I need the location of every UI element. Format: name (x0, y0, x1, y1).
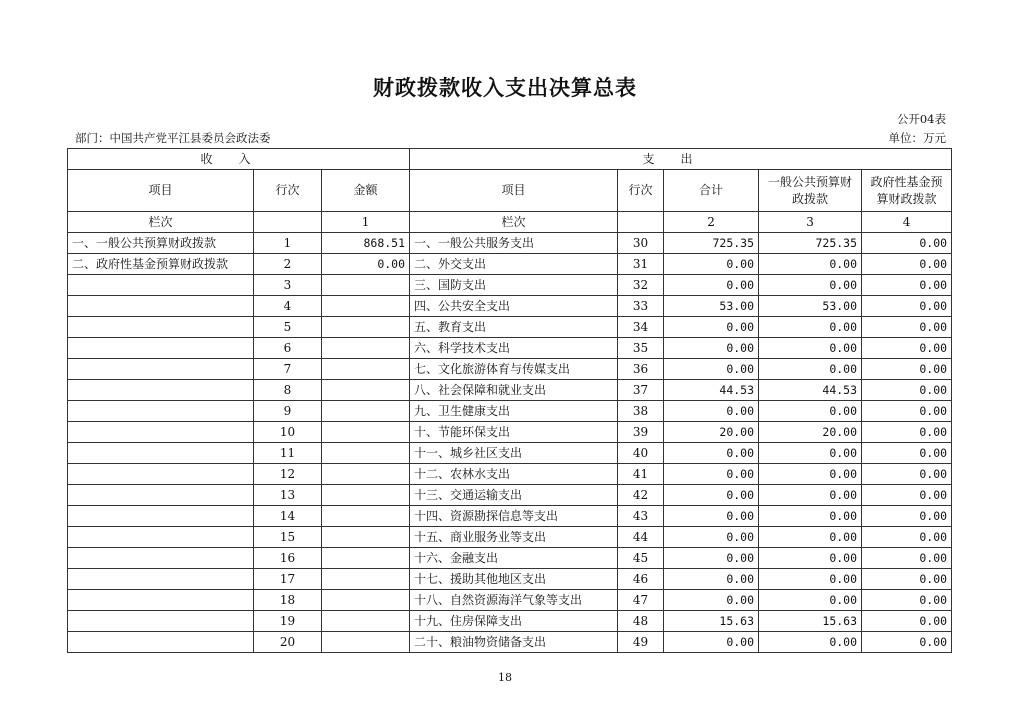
income-item (68, 296, 254, 317)
expense-total: 0.00 (664, 443, 759, 464)
expense-general-budget: 0.00 (759, 527, 862, 548)
income-amount (322, 401, 410, 422)
expense-line-no: 30 (618, 233, 664, 254)
income-line-no: 9 (254, 401, 322, 422)
expense-gov-fund: 0.00 (862, 275, 952, 296)
expense-line-no: 33 (618, 296, 664, 317)
income-line-no: 12 (254, 464, 322, 485)
expense-gov-fund: 0.00 (862, 317, 952, 338)
income-line-no: 8 (254, 380, 322, 401)
expense-item: 十九、住房保障支出 (410, 611, 618, 632)
table-row (68, 506, 952, 527)
expense-total: 0.00 (664, 632, 759, 653)
expense-total: 20.00 (664, 422, 759, 443)
expense-general-budget: 725.35 (759, 233, 862, 254)
expense-item: 六、科学技术支出 (410, 338, 618, 359)
income-item: 二、政府性基金预算财政拨款 (68, 254, 254, 275)
income-line-no: 19 (254, 611, 322, 632)
expense-total: 0.00 (664, 548, 759, 569)
income-amount (322, 443, 410, 464)
income-line-no: 3 (254, 275, 322, 296)
expense-item: 二、外交支出 (410, 254, 618, 275)
income-amount (322, 611, 410, 632)
income-line-no: 20 (254, 632, 322, 653)
expense-line-no: 46 (618, 569, 664, 590)
expense-section-header: 支出 (410, 149, 952, 170)
income-item (68, 632, 254, 653)
income-line-no: 15 (254, 527, 322, 548)
income-item (68, 527, 254, 548)
column-index-4: 4 (862, 212, 952, 233)
header-expense-line: 行次 (618, 170, 664, 212)
income-line-no: 10 (254, 422, 322, 443)
income-item (68, 485, 254, 506)
income-amount (322, 590, 410, 611)
expense-item: 十五、商业服务业等支出 (410, 527, 618, 548)
income-item (68, 590, 254, 611)
expense-item: 十四、资源勘探信息等支出 (410, 506, 618, 527)
header-gov-fund: 政府性基金预算财政拨款 (862, 170, 952, 212)
expense-item: 二十、粮油物资储备支出 (410, 632, 618, 653)
header-income-amount: 金额 (322, 170, 410, 212)
expense-general-budget: 0.00 (759, 485, 862, 506)
column-index-label: 栏次 (68, 212, 254, 233)
expense-item: 八、社会保障和就业支出 (410, 380, 618, 401)
expense-line-no: 49 (618, 632, 664, 653)
expense-line-no: 38 (618, 401, 664, 422)
income-item (68, 611, 254, 632)
expense-total: 0.00 (664, 485, 759, 506)
table-row (68, 317, 952, 338)
expense-total: 0.00 (664, 317, 759, 338)
income-amount (322, 485, 410, 506)
header-expense-item: 项目 (410, 170, 618, 212)
expense-total: 0.00 (664, 254, 759, 275)
table-row (68, 380, 952, 401)
income-amount (322, 317, 410, 338)
expense-total: 53.00 (664, 296, 759, 317)
income-amount (322, 275, 410, 296)
expense-general-budget: 20.00 (759, 422, 862, 443)
table-row (68, 611, 952, 632)
income-amount (322, 527, 410, 548)
income-line-no: 1 (254, 233, 322, 254)
expense-total: 0.00 (664, 590, 759, 611)
form-number: 公开04表 (896, 112, 946, 126)
expense-line-no: 37 (618, 380, 664, 401)
column-index-label-2: 栏次 (410, 212, 618, 233)
expense-item: 十二、农林水支出 (410, 464, 618, 485)
expense-gov-fund: 0.00 (862, 338, 952, 359)
column-index-3: 3 (759, 212, 862, 233)
expense-general-budget: 0.00 (759, 359, 862, 380)
income-line-no: 5 (254, 317, 322, 338)
table-row (68, 422, 952, 443)
expense-gov-fund: 0.00 (862, 359, 952, 380)
expense-total: 44.53 (664, 380, 759, 401)
expense-gov-fund: 0.00 (862, 401, 952, 422)
income-line-no: 7 (254, 359, 322, 380)
expense-item: 十七、援助其他地区支出 (410, 569, 618, 590)
header-total: 合计 (664, 170, 759, 212)
income-line-no: 11 (254, 443, 322, 464)
expense-item: 十八、自然资源海洋气象等支出 (410, 590, 618, 611)
income-amount: 0.00 (322, 254, 410, 275)
income-item (68, 359, 254, 380)
expense-total: 0.00 (664, 569, 759, 590)
income-amount (322, 359, 410, 380)
expense-item: 九、卫生健康支出 (410, 401, 618, 422)
expense-gov-fund: 0.00 (862, 296, 952, 317)
expense-line-no: 44 (618, 527, 664, 548)
page-number: 18 (498, 671, 512, 684)
expense-line-no: 43 (618, 506, 664, 527)
expense-item: 一、一般公共服务支出 (410, 233, 618, 254)
header-general-budget: 一般公共预算财政拨款 (759, 170, 862, 212)
unit-label: 单位：万元 (888, 131, 946, 145)
income-line-no: 6 (254, 338, 322, 359)
column-index-1: 1 (322, 212, 410, 233)
expense-total: 0.00 (664, 275, 759, 296)
expense-item: 十六、金融支出 (410, 548, 618, 569)
expense-general-budget: 0.00 (759, 443, 862, 464)
expense-item: 十、节能环保支出 (410, 422, 618, 443)
expense-item: 四、公共安全支出 (410, 296, 618, 317)
expense-total: 725.35 (664, 233, 759, 254)
income-item (68, 275, 254, 296)
income-line-no: 16 (254, 548, 322, 569)
income-amount (322, 338, 410, 359)
expense-gov-fund: 0.00 (862, 548, 952, 569)
column-index-row (68, 212, 952, 233)
income-item (68, 569, 254, 590)
expense-total: 0.00 (664, 506, 759, 527)
income-item: 一、一般公共预算财政拨款 (68, 233, 254, 254)
expense-line-no: 32 (618, 275, 664, 296)
table-row (68, 275, 952, 296)
income-item (68, 317, 254, 338)
expense-item: 三、国防支出 (410, 275, 618, 296)
table-row (68, 590, 952, 611)
expense-general-budget: 15.63 (759, 611, 862, 632)
income-line-no: 14 (254, 506, 322, 527)
expense-gov-fund: 0.00 (862, 569, 952, 590)
income-line-no: 2 (254, 254, 322, 275)
expense-gov-fund: 0.00 (862, 422, 952, 443)
expense-total: 15.63 (664, 611, 759, 632)
expense-gov-fund: 0.00 (862, 485, 952, 506)
table-row (68, 485, 952, 506)
expense-general-budget: 0.00 (759, 338, 862, 359)
income-line-no: 4 (254, 296, 322, 317)
expense-line-no: 35 (618, 338, 664, 359)
expense-general-budget: 0.00 (759, 590, 862, 611)
table-row (68, 254, 952, 275)
expense-item: 十一、城乡社区支出 (410, 443, 618, 464)
table-row (68, 338, 952, 359)
income-line-no: 17 (254, 569, 322, 590)
expense-total: 0.00 (664, 401, 759, 422)
table-row (68, 359, 952, 380)
expense-gov-fund: 0.00 (862, 590, 952, 611)
table-row (68, 443, 952, 464)
income-line-no: 13 (254, 485, 322, 506)
expense-general-budget: 0.00 (759, 275, 862, 296)
expense-line-no: 48 (618, 611, 664, 632)
expense-item: 十三、交通运输支出 (410, 485, 618, 506)
income-line-no: 18 (254, 590, 322, 611)
expense-total: 0.00 (664, 359, 759, 380)
expense-gov-fund: 0.00 (862, 527, 952, 548)
income-item (68, 422, 254, 443)
income-amount (322, 380, 410, 401)
expense-line-no: 39 (618, 422, 664, 443)
expense-item: 七、文化旅游体育与传媒支出 (410, 359, 618, 380)
expense-line-no: 40 (618, 443, 664, 464)
table-row (68, 233, 952, 254)
income-item (68, 548, 254, 569)
table-row (68, 632, 952, 653)
table-row (68, 401, 952, 422)
expense-gov-fund: 0.00 (862, 380, 952, 401)
expense-item: 五、教育支出 (410, 317, 618, 338)
expense-general-budget: 0.00 (759, 506, 862, 527)
expense-general-budget: 0.00 (759, 254, 862, 275)
income-item (68, 401, 254, 422)
income-amount (322, 464, 410, 485)
expense-general-budget: 44.53 (759, 380, 862, 401)
table-row (68, 548, 952, 569)
expense-general-budget: 0.00 (759, 548, 862, 569)
expense-line-no: 42 (618, 485, 664, 506)
expense-total: 0.00 (664, 464, 759, 485)
expense-line-no: 31 (618, 254, 664, 275)
income-item (68, 506, 254, 527)
expense-general-budget: 0.00 (759, 317, 862, 338)
expense-gov-fund: 0.00 (862, 254, 952, 275)
header-income-item: 项目 (68, 170, 254, 212)
table-row (68, 464, 952, 485)
expense-line-no: 47 (618, 590, 664, 611)
table-row (68, 527, 952, 548)
expense-general-budget: 53.00 (759, 296, 862, 317)
income-amount (322, 506, 410, 527)
page-title: 财政拨款收入支出决算总表 (373, 75, 637, 100)
column-header-row (68, 170, 952, 212)
expense-line-no: 45 (618, 548, 664, 569)
income-item (68, 380, 254, 401)
expense-general-budget: 0.00 (759, 632, 862, 653)
income-amount (322, 422, 410, 443)
expense-gov-fund: 0.00 (862, 632, 952, 653)
expense-general-budget: 0.00 (759, 401, 862, 422)
department-label: 部门：中国共产党平江县委员会政法委 (75, 131, 271, 145)
expense-gov-fund: 0.00 (862, 233, 952, 254)
income-amount (322, 548, 410, 569)
budget-summary-table (67, 148, 952, 653)
expense-line-no: 34 (618, 317, 664, 338)
table-row (68, 296, 952, 317)
column-index-2: 2 (664, 212, 759, 233)
income-item (68, 338, 254, 359)
expense-general-budget: 0.00 (759, 569, 862, 590)
expense-line-no: 41 (618, 464, 664, 485)
expense-total: 0.00 (664, 527, 759, 548)
section-header-row (68, 149, 952, 170)
expense-gov-fund: 0.00 (862, 506, 952, 527)
expense-general-budget: 0.00 (759, 464, 862, 485)
income-item (68, 464, 254, 485)
expense-total: 0.00 (664, 338, 759, 359)
income-amount (322, 632, 410, 653)
income-amount: 868.51 (322, 233, 410, 254)
income-item (68, 443, 254, 464)
expense-gov-fund: 0.00 (862, 443, 952, 464)
expense-line-no: 36 (618, 359, 664, 380)
header-income-line: 行次 (254, 170, 322, 212)
income-section-header: 收入 (68, 149, 410, 170)
income-amount (322, 569, 410, 590)
income-amount (322, 296, 410, 317)
expense-gov-fund: 0.00 (862, 611, 952, 632)
table-row (68, 569, 952, 590)
expense-gov-fund: 0.00 (862, 464, 952, 485)
